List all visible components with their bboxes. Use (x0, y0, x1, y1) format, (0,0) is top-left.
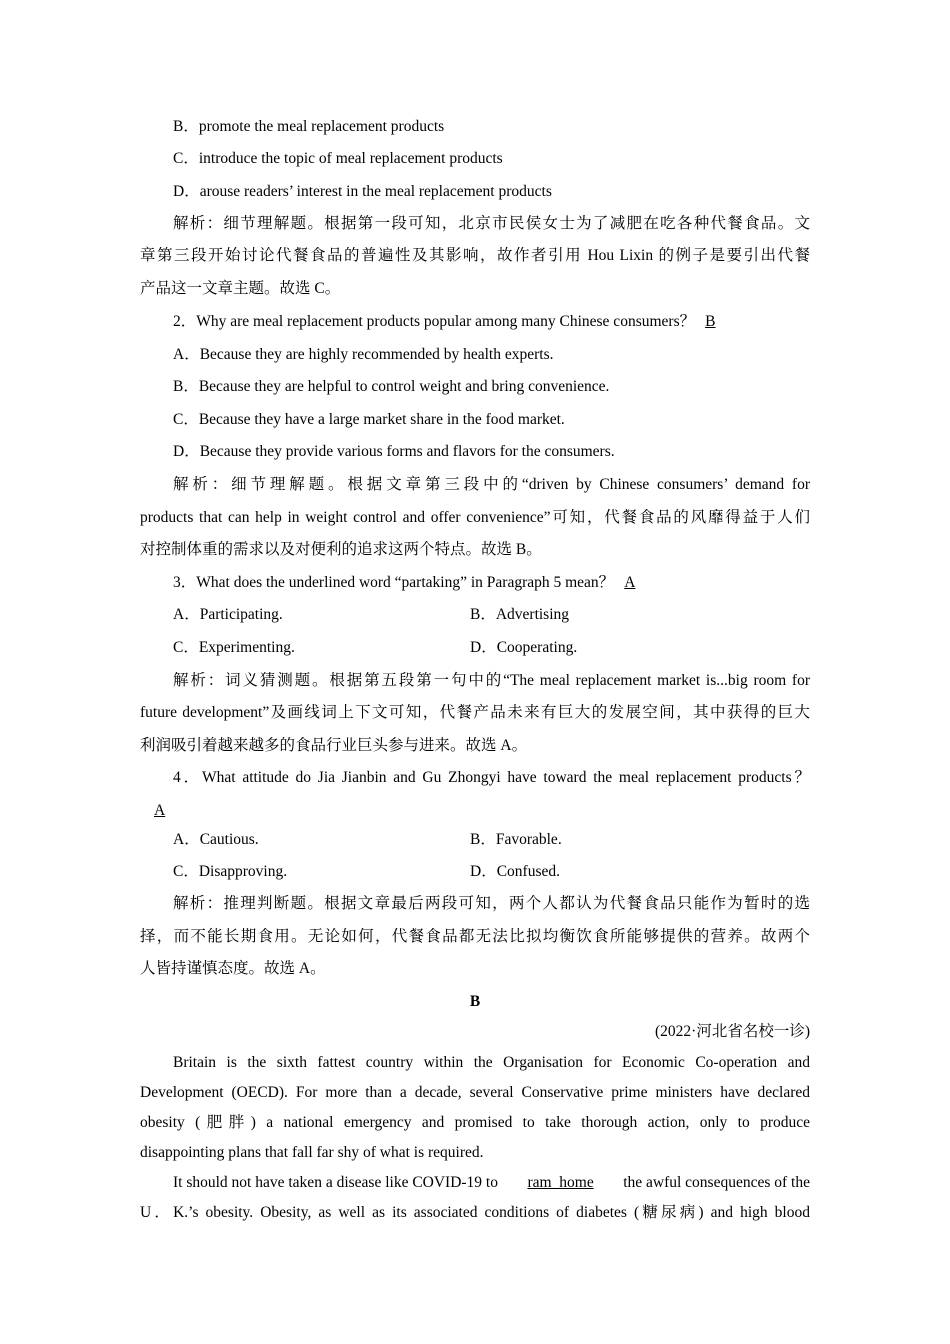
passage-p2-line-1 (173, 1173, 810, 1193)
q4-option-c: C．Disapproving. (173, 863, 288, 880)
q1-explanation-line-1: 解析：细节理解题。根据第一段可知，北京市民侯女士为了减肥在吃各种代餐食品。文 (173, 215, 810, 232)
q4-option-a: A．Cautious. (173, 831, 259, 848)
passage-p1-line-1: Britain is the sixth fattest country within the Organisation for Economic Co-operation and (173, 1054, 810, 1071)
q4-stem: 4．What attitude do Jia Jianbin and Gu Zhongyi have toward the meal replacement products？ (173, 769, 810, 786)
q4-answer-line (140, 801, 179, 821)
q4-answer: A (154, 802, 166, 819)
passage-p1-line-4: disappointing plans that fall far shy of what is required. (140, 1144, 484, 1161)
q3-stem-text: 3．What does the underlined word “partaking” in Paragraph 5 mean？ (173, 574, 615, 591)
q2-option-a: A．Because they are highly recommended by health experts. (173, 346, 554, 363)
q4-explanation-line-2: 择，而不能长期食用。无论如何，代餐食品都无法比拟均衡饮食所能够提供的营养。故两个 (140, 928, 810, 945)
passage-source: (2022·河北省名校一诊) (655, 1023, 810, 1040)
passage-p1-line-3: obesity (肥胖) a national emergency and promised to take thorough action, only to produce (140, 1114, 810, 1131)
q2-option-d: D．Because they provide various forms and flavors for the consumers. (173, 443, 615, 460)
q3-explanation-line-3: 利润吸引着越来越多的食品行业巨头参与进来。故选 A。 (140, 737, 528, 754)
q2-stem (173, 312, 725, 332)
q1-option-d: D．arouse readers’ interest in the meal replacement products (173, 183, 552, 200)
passage-p2-line-2: U．K.’s obesity. Obesity, as well as its associated conditions of diabetes (糖尿病) and high blood (140, 1204, 810, 1221)
section-heading: B (469, 993, 481, 1010)
passage-p1-line-2: Development (OECD). For more than a decade, several Conservative prime ministers have declared (140, 1084, 810, 1101)
q2-explanation-line-3: 对控制体重的需求以及对便利的追求这两个特点。故选 B。 (140, 541, 542, 558)
q1-explanation-line-2: 章第三段开始讨论代餐食品的普遍性及其影响，故作者引用 Hou Lixin 的例子是要引出代餐 (140, 247, 810, 264)
q2-option-b: B．Because they are helpful to control weight and bring convenience. (173, 378, 610, 395)
passage-p2-line-1-end: the awful consequences of the (623, 1174, 810, 1191)
q2-explanation-line-2: products that can help in weight control and offer convenience”可知，代餐食品的风靡得益于人们 (140, 509, 810, 526)
q1-option-c: C．introduce the topic of meal replacement products (173, 150, 503, 167)
q1-option-b: B．promote the meal replacement products (173, 118, 445, 135)
q2-explanation-line-1: 解析：细节理解题。根据文章第三段中的“driven by Chinese consumers’ demand for (173, 476, 810, 493)
q3-explanation-line-1: 解析：词义猜测题。根据第五段第一句中的“The meal replacement market is...big room for (173, 672, 810, 689)
q3-explanation-line-2: future development”及画线词上下文可知，代餐产品未来有巨大的发展空间，其中获得的巨大 (140, 704, 810, 721)
q1-explanation-line-3: 产品这一文章主题。故选 C。 (140, 280, 341, 297)
q2-option-c: C．Because they have a large market share in the food market. (173, 411, 565, 428)
q4-explanation-line-1: 解析：推理判断题。根据文章最后两段可知，两个人都认为代餐食品只能作为暂时的选 (173, 895, 810, 912)
q3-option-d: D．Cooperating. (470, 639, 578, 656)
q3-option-c: C．Experimenting. (173, 639, 295, 656)
q3-option-a: A．Participating. (173, 606, 283, 623)
q2-stem-text: 2．Why are meal replacement products popular among many Chinese consumers？ (173, 313, 696, 330)
q3-answer: A (624, 574, 636, 591)
passage-p2-line-1-start: It should not have taken a disease like COVID-19 to (173, 1174, 498, 1191)
q3-option-b: B．Advertising (470, 606, 570, 623)
underlined-phrase: ram home (527, 1174, 594, 1191)
q3-stem (173, 573, 645, 593)
q4-explanation-line-3: 人皆持谨慎态度。故选 A。 (140, 960, 326, 977)
q4-option-d: D．Confused. (470, 863, 560, 880)
q2-answer: B (705, 313, 716, 330)
q4-option-b: B．Favorable. (470, 831, 562, 848)
